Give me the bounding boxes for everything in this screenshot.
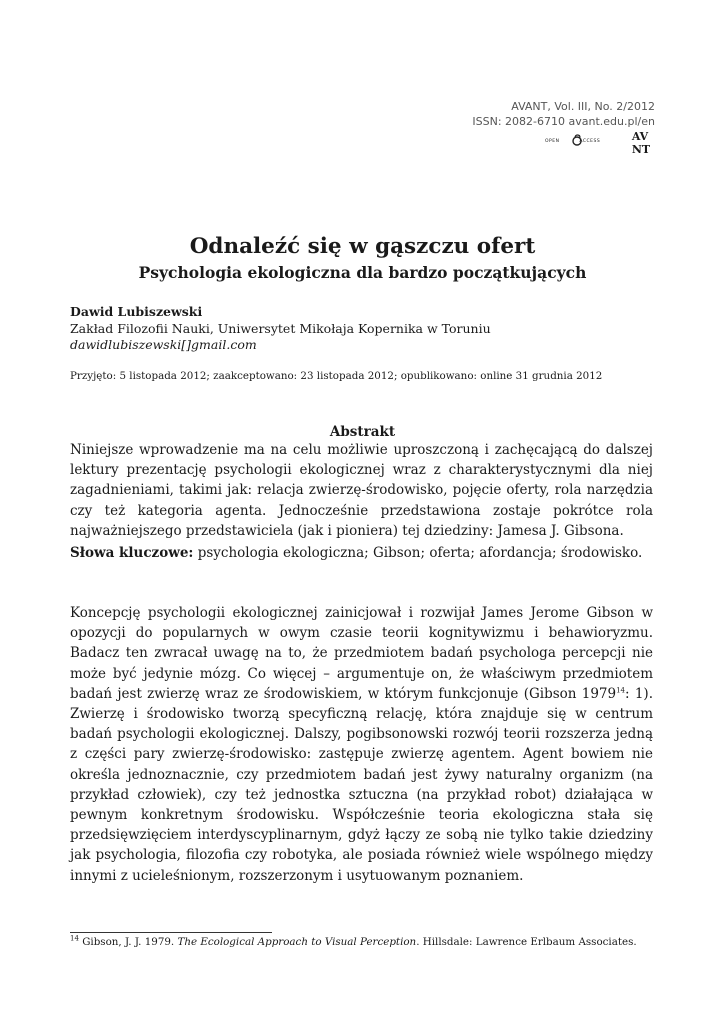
publication-dates: Przyjęto: 5 listopada 2012; zaakceptowano: 23 listopada 2012; opublikowano: online 31 grudnia 2012 <box>70 370 603 382</box>
keywords <box>70 543 653 563</box>
author-affiliation: Zakład Filozofii Nauki, Uniwersytet Mikołaja Kopernika w Toruniu <box>70 321 491 336</box>
keywords-label: Słowa kluczowe: <box>70 545 194 561</box>
footnote-citation-end: . Hillsdale: Lawrence Erlbaum Associates. <box>416 936 637 948</box>
open-label: OPEN <box>545 139 560 144</box>
footnote-citation-start: Gibson, J. J. 1979. <box>78 936 178 948</box>
article-subtitle: Psychologia ekologiczna dla bardzo początkujących <box>138 263 587 282</box>
avant-logo-bottom-text: NT <box>631 143 651 156</box>
open-access-lock-icon <box>571 134 583 146</box>
access-label: ACCESS <box>579 139 601 144</box>
title-block <box>0 232 725 284</box>
abstract-text: Niniejsze wprowadzenie ma na celu możliwie uproszczoną i zachęcającą do dalszej lektury prezentację psychologii ekologicznej wraz z charakterystycznymi dla niej zagadnieniami, takimi jak: relacja zwierzę-środowisko, pojęcie oferty, rola narzędzia czy też kategoria agenta. Jednocześnie przedstawiona zostaje pokrótce rola najważniejszego przedstawiciela (jak i pioniera) tej dziedziny: Jamesa J. Gibsona. <box>70 442 653 539</box>
author-name: Dawid Lubiszewski <box>70 304 203 319</box>
footnote-number: 14 <box>70 934 79 943</box>
body-text-part1: Koncepcję psychologii ekologicznej zainicjował i rozwijał James Jerome Gibson w opozycji do popularnych w owym czasie teorii kognitywizmu i behawioryzmu. Badacz ten zwracał uwagę na to, że przedmiotem badań psychologa percepcji nie może być jedynie mózg. Co więcej – argumentuje on, że właściwym przedmiotem badań jest zwierzę wraz ze środowiskiem, w którym funkcjonuje (Gibson 1979 <box>70 605 653 702</box>
logo-row <box>545 128 655 156</box>
footnote <box>70 935 660 950</box>
abstract-heading: Abstrakt <box>329 424 396 440</box>
journal-volume-line: AVANT, Vol. III, No. 2/2012 <box>511 100 655 113</box>
author-block <box>70 302 660 383</box>
issn-line: ISSN: 2082-6710 avant.edu.pl/en <box>472 115 655 128</box>
article-title: Odnaleźć się w gąszczu ofert <box>189 234 536 259</box>
author-email: dawidlubiszewski[]gmail.com <box>70 337 257 352</box>
footnote-divider <box>70 932 272 933</box>
footnote-reference[interactable]: 14 <box>616 686 626 695</box>
body-paragraph <box>70 603 653 886</box>
journal-header <box>472 99 655 129</box>
keywords-list: psychologia ekologiczna; Gibson; oferta; afordancja; środowisko. <box>193 545 643 561</box>
avant-logo <box>627 128 653 156</box>
body-text-part2: : 1). Zwierzę i środowisko tworzą specyficzną relację, która znajduje się w centrum badań psychologii ekologicznej. Dalszy, pogibsonowski rozwój teorii rozszerza jedną z części pary zwierzę-środowisko: zastępuje zwierzę agentem. Agent bowiem nie określa jednoznacznie, czy przedmiotem badań jest żywy naturalny organizm (na przykład człowiek), czy też jednostka sztuczna (na przykład robot) działająca w pewnym konkretnym środowisku. Współcześnie teoria ekologiczna stała się przedsięwzięciem interdyscyplinarnym, gdyż łączy ze sobą nie tylko takie dziedziny jak psychologia, filozofia czy robotyka, ale posiada również wiele wspólnego między innymi z ucieleśnionym, rozszerzonym i usytuowanym poznaniem. <box>70 685 653 884</box>
avant-logo-top-text: AV <box>631 130 649 143</box>
footnote-book-title: The Ecological Approach to Visual Perception <box>177 936 417 948</box>
